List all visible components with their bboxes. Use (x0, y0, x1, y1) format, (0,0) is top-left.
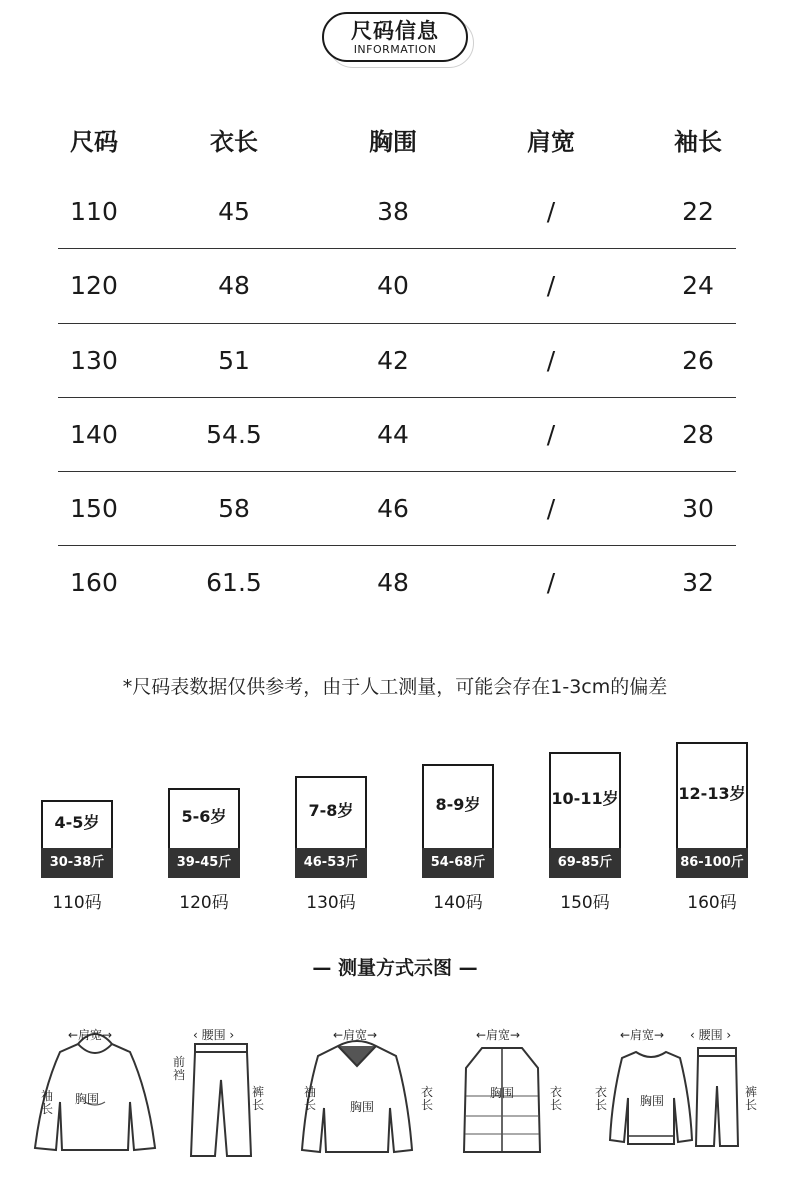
header-pill (322, 12, 468, 62)
hoodie2-chest-label: 胸围 (350, 1100, 375, 1114)
header-title: 尺码信息 (351, 19, 439, 43)
header-sleeve: 袖长 (674, 128, 722, 156)
pants-rise-label: 前裆 (172, 1055, 185, 1082)
sweater-length-label: 衣长 (594, 1085, 607, 1112)
hoodie-shoulder-label: ←肩宽→ (68, 1028, 113, 1042)
size-table (58, 100, 736, 621)
size-cell: 140 (70, 419, 118, 449)
vest-shoulder-label: ←肩宽→ (476, 1028, 521, 1042)
sweater-shoulder-label: ←肩宽→ (620, 1028, 665, 1042)
hoodie2-sleeve-label: 袖长 (303, 1085, 316, 1112)
measure-title: — 测量方式示图 — (312, 957, 478, 979)
age-label: 8-9岁 (422, 764, 494, 848)
weight-label: 54-68斤 (422, 848, 494, 878)
age-card (295, 776, 367, 913)
age-label: 12-13岁 (676, 742, 748, 848)
table-header (58, 100, 736, 175)
sleeve-cell: 30 (682, 494, 714, 524)
sleeve-cell: 32 (682, 568, 714, 598)
age-label: 5-6岁 (168, 788, 240, 848)
shoulder-cell: / (546, 494, 556, 524)
size-code-label: 160码 (687, 893, 737, 913)
pants-length-label: 裤长 (251, 1085, 264, 1112)
shoulder-cell: / (546, 419, 556, 449)
size-code-label: 150码 (560, 893, 610, 913)
age-label: 4-5岁 (41, 800, 113, 848)
size-code-label: 120码 (179, 893, 229, 913)
chest-cell: 42 (377, 345, 409, 375)
size-cell: 130 (70, 345, 118, 375)
pants-icon (185, 1040, 255, 1160)
jogger-icon (694, 1046, 740, 1156)
table-row (58, 249, 736, 323)
disclaimer-note: *尺码表数据仅供参考，由于人工测量，可能会存在1-3cm的偏差 (122, 676, 668, 698)
length-cell: 58 (218, 494, 250, 524)
table-row (58, 472, 736, 546)
size-code-label: 140码 (433, 893, 483, 913)
shoulder-cell: / (546, 345, 556, 375)
sleeve-cell: 28 (682, 419, 714, 449)
pants-waist-label: ‹ 腰围 › (193, 1028, 235, 1042)
age-card (41, 800, 113, 913)
table-row (58, 324, 736, 398)
sleeve-cell: 24 (682, 271, 714, 301)
section-header (322, 12, 474, 68)
weight-label: 46-53斤 (295, 848, 367, 878)
jogger-length-label: 裤长 (744, 1085, 757, 1112)
sleeve-cell: 26 (682, 345, 714, 375)
age-label: 7-8岁 (295, 776, 367, 848)
pants-diagram (185, 1040, 255, 1160)
weight-label: 39-45斤 (168, 848, 240, 878)
hoodie-sleeve-label: 袖长 (40, 1089, 53, 1116)
shoulder-cell: / (546, 197, 556, 226)
sleeve-cell: 22 (682, 197, 714, 226)
size-cell: 120 (70, 271, 118, 301)
jogger-waist-label: ‹ 腰围 › (690, 1028, 732, 1042)
hoodie2-length-label: 衣长 (420, 1085, 433, 1112)
length-cell: 51 (218, 345, 250, 375)
length-cell: 61.5 (206, 568, 262, 598)
sweater-chest-label: 胸围 (640, 1094, 665, 1108)
length-cell: 54.5 (206, 419, 262, 449)
hoodie-chest-label: 胸围 (75, 1092, 100, 1106)
chest-cell: 46 (377, 494, 409, 524)
vest-chest-label: 胸围 (490, 1086, 515, 1100)
shoulder-cell: / (546, 271, 556, 301)
table-row (58, 175, 736, 249)
size-code-label: 130码 (306, 893, 356, 913)
weight-label: 30-38斤 (41, 848, 113, 878)
length-cell: 45 (218, 197, 250, 226)
age-card (168, 788, 240, 913)
weight-label: 86-100斤 (676, 848, 748, 878)
weight-label: 69-85斤 (549, 848, 621, 878)
vest-length-label: 衣长 (549, 1085, 562, 1112)
length-cell: 48 (218, 271, 250, 301)
size-code-label: 110码 (52, 893, 102, 913)
chest-cell: 38 (377, 197, 409, 226)
chest-cell: 40 (377, 271, 409, 301)
age-label: 10-11岁 (549, 752, 621, 848)
header-chest: 胸围 (369, 128, 417, 156)
hoodie2-shoulder-label: ←肩宽→ (333, 1028, 378, 1042)
shoulder-cell: / (546, 568, 556, 598)
size-cell: 110 (70, 197, 118, 226)
age-card (549, 752, 621, 913)
header-size: 尺码 (70, 128, 118, 156)
table-row (58, 398, 736, 472)
age-card (676, 742, 748, 913)
size-cell: 150 (70, 494, 118, 524)
chest-cell: 44 (377, 419, 409, 449)
table-body (58, 175, 736, 621)
jogger-diagram (694, 1046, 740, 1156)
header-shoulder: 肩宽 (527, 128, 575, 156)
size-cell: 160 (70, 568, 118, 598)
header-length: 衣长 (210, 128, 258, 156)
table-row (58, 546, 736, 620)
age-card (422, 764, 494, 913)
header-subtitle: INFORMATION (353, 43, 437, 56)
chest-cell: 48 (377, 568, 409, 598)
